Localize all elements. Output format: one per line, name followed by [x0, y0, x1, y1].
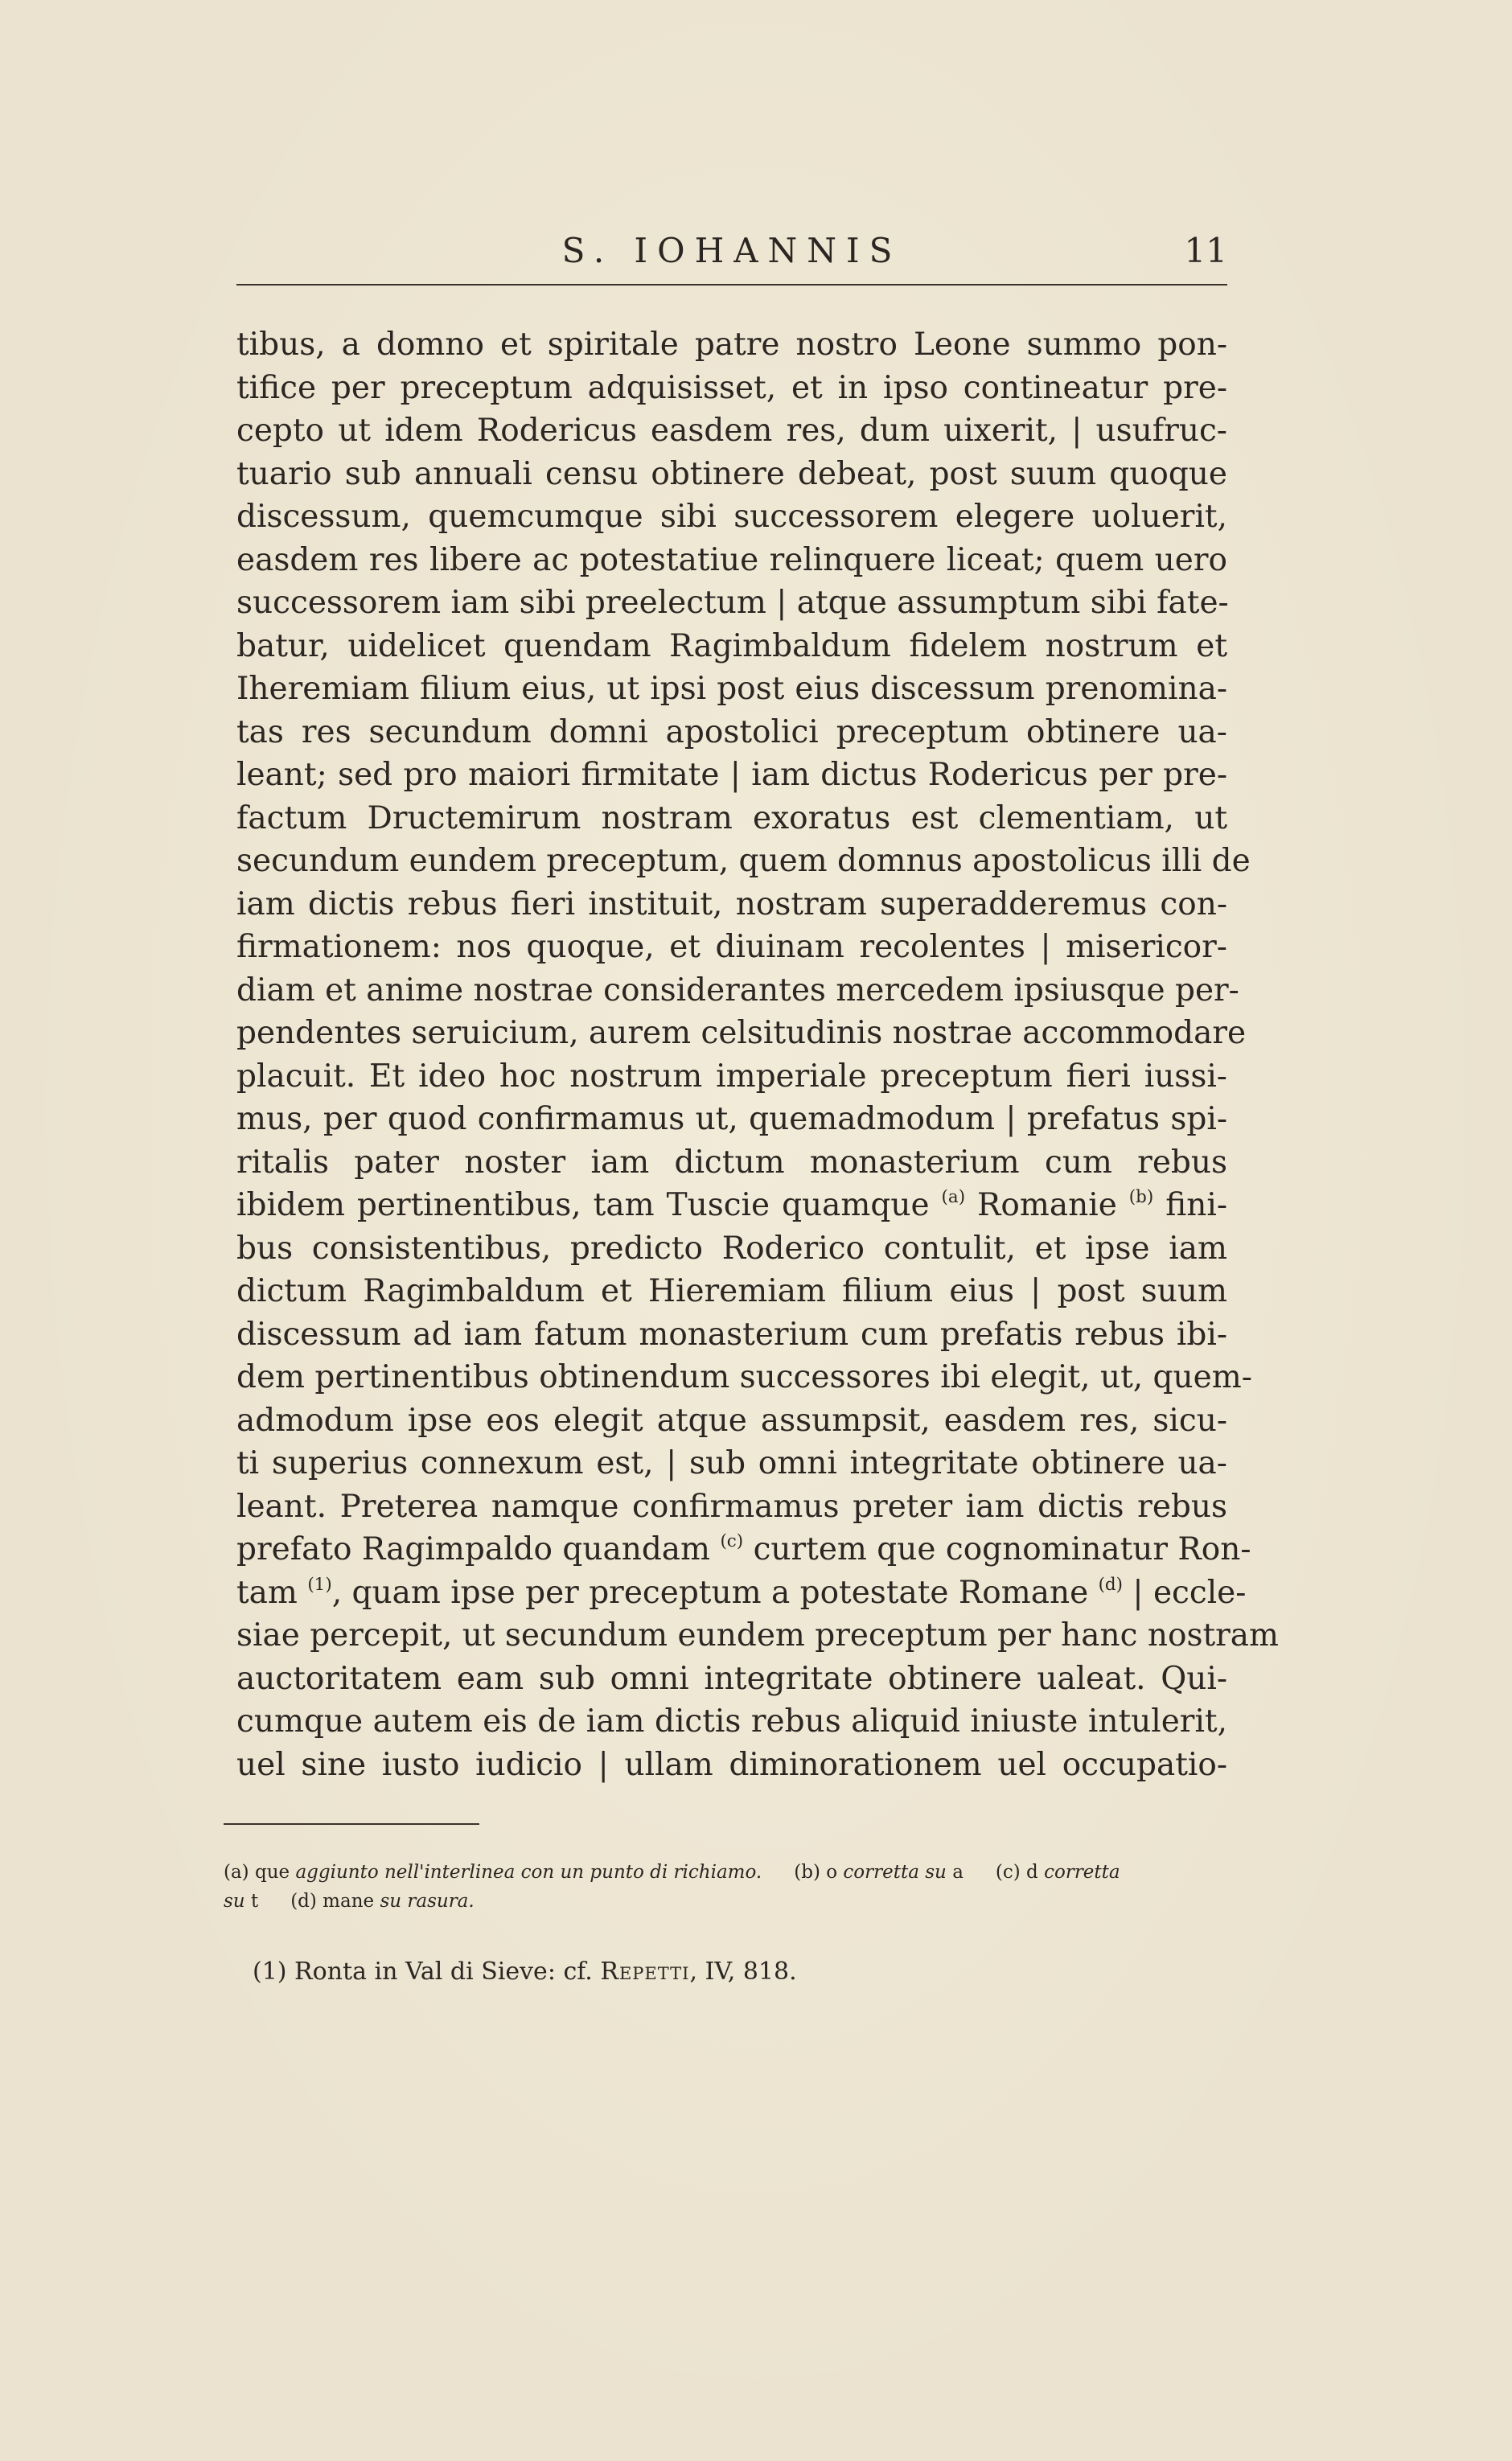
historical-footnote — [253, 1956, 797, 1988]
text-line: admodum ipse eos elegit atque assumpsit, easdem res, sicu- — [236, 1402, 1227, 1439]
text-line: secundum eundem preceptum, quem domnus apostolicus illi de — [236, 843, 1251, 879]
text-line: cumque autem eis de iam dictis rebus aliquid iniuste intulerit, — [236, 1703, 1227, 1740]
text-line: easdem res libere ac potestatiue relinquere liceat; quem uero — [236, 541, 1227, 578]
text-line: tibus, a domno et spiritale patre nostro Leone summo pon- — [236, 327, 1227, 363]
running-title: S. IOHANNIS — [561, 231, 902, 270]
text-line: tifice per preceptum adquisisset, et in ipso contineatur pre- — [236, 369, 1227, 406]
text-line: batur, uidelicet quendam Ragimbaldum fidelem nostrum et — [236, 627, 1227, 664]
critical-apparatus — [224, 1858, 1231, 1916]
text-line: factum Dructemirum nostram exoratus est clementiam, ut — [236, 799, 1227, 836]
note-c-continued: su t — [224, 1891, 259, 1912]
critical-notes-line-2 — [224, 1887, 1231, 1916]
text-line: ibidem pertinentibus, tam Tuscie quamque $^{(a)}$ Romanie $^{(b)}$ fini- — [236, 1186, 1227, 1223]
note-c: (c) d corretta — [995, 1862, 1120, 1883]
header-rule — [236, 284, 1227, 286]
footnote-mark: (1) — [253, 1958, 287, 1986]
text-line: firmationem: nos quoque, et diuinam recolentes | misericor- — [236, 929, 1227, 965]
text-line: pendentes seruicium, aurem celsitudinis nostrae accommodare — [236, 1015, 1247, 1051]
text-line: tuario sub annuali censu obtinere debeat, post suum quoque — [236, 455, 1227, 492]
text-line: ritalis pater noster iam dictum monasterium cum rebus — [236, 1144, 1227, 1181]
text-line: siae percepit, ut secundum eundem preceptum per hanc nostram — [236, 1617, 1280, 1654]
text-line: cepto ut idem Rodericus easdem res, dum uixerit, | usufruc- — [236, 413, 1227, 449]
text-line: Iheremiam filium eius, ut ipsi post eius discessum prenomina- — [236, 671, 1227, 707]
text-line: iam dictis rebus fieri instituit, nostram superadderemus con- — [236, 885, 1227, 922]
text-line: tas res secundum domni apostolici preceptum obtinere ua- — [236, 713, 1227, 750]
text-line: dem pertinentibus obtinendum successores ibi elegit, ut, quem- — [236, 1359, 1252, 1395]
text-line: diam et anime nostrae considerantes mercedem ipsiusque per- — [236, 972, 1239, 1009]
note-d: (d) mane su rasura. — [290, 1891, 475, 1912]
text-line: discessum ad iam fatum monasterium cum prefatis rebus ibi- — [236, 1316, 1227, 1353]
text-line: successorem iam sibi preelectum | atque assumptum sibi fate- — [236, 585, 1229, 621]
note-b: (b) o corretta su a — [794, 1862, 963, 1883]
text-line: discessum, quemcumque sibi successorem elegere uoluerit, — [236, 499, 1227, 535]
text-line: dictum Ragimbaldum et Hieremiam filium eius | post suum — [236, 1273, 1227, 1309]
text-line: bus consistentibus, predicto Roderico contulit, et ipse iam — [236, 1230, 1227, 1267]
text-line: uel sine iusto iudicio | ullam diminorationem uel occupatio- — [236, 1746, 1227, 1783]
text-line: leant; sed pro maiori firmitate | iam dictus Rodericus per pre- — [236, 757, 1227, 793]
footnote-separator-rule — [224, 1823, 479, 1825]
main-text — [236, 323, 1280, 1786]
running-header — [236, 227, 1227, 283]
text-line: placuit. Et ideo hoc nostrum imperiale preceptum fieri iussi- — [236, 1058, 1227, 1095]
text-line: tam $^{(1)}$, quam ipse per preceptum a potestate Romane $^{(d)}$ | eccle- — [236, 1574, 1247, 1611]
critical-notes-line-1 — [224, 1858, 1231, 1887]
text-line: auctoritatem eam sub omni integritate obtinere ualeat. Qui- — [236, 1660, 1227, 1697]
footnote-reference: , IV, 818. — [689, 1958, 797, 1986]
page-number: 11 — [1184, 231, 1227, 270]
text-line: prefato Ragimpaldo quandam $^{(c)}$ curtem que cognominatur Ron- — [236, 1530, 1251, 1567]
text-line: leant. Preterea namque confirmamus preter iam dictis rebus — [236, 1488, 1227, 1525]
text-line: ti superius connexum est, | sub omni integritate obtinere ua- — [236, 1445, 1227, 1481]
text-line: mus, per quod confirmamus ut, quemadmodum | prefatus spi- — [236, 1101, 1227, 1137]
note-a: (a) que aggiunto nell'interlinea con un punto di richiamo. — [224, 1862, 762, 1883]
footnote-author: Repetti — [600, 1958, 690, 1986]
footnote-text: Ronta in Val di Sieve: cf. — [294, 1958, 593, 1986]
